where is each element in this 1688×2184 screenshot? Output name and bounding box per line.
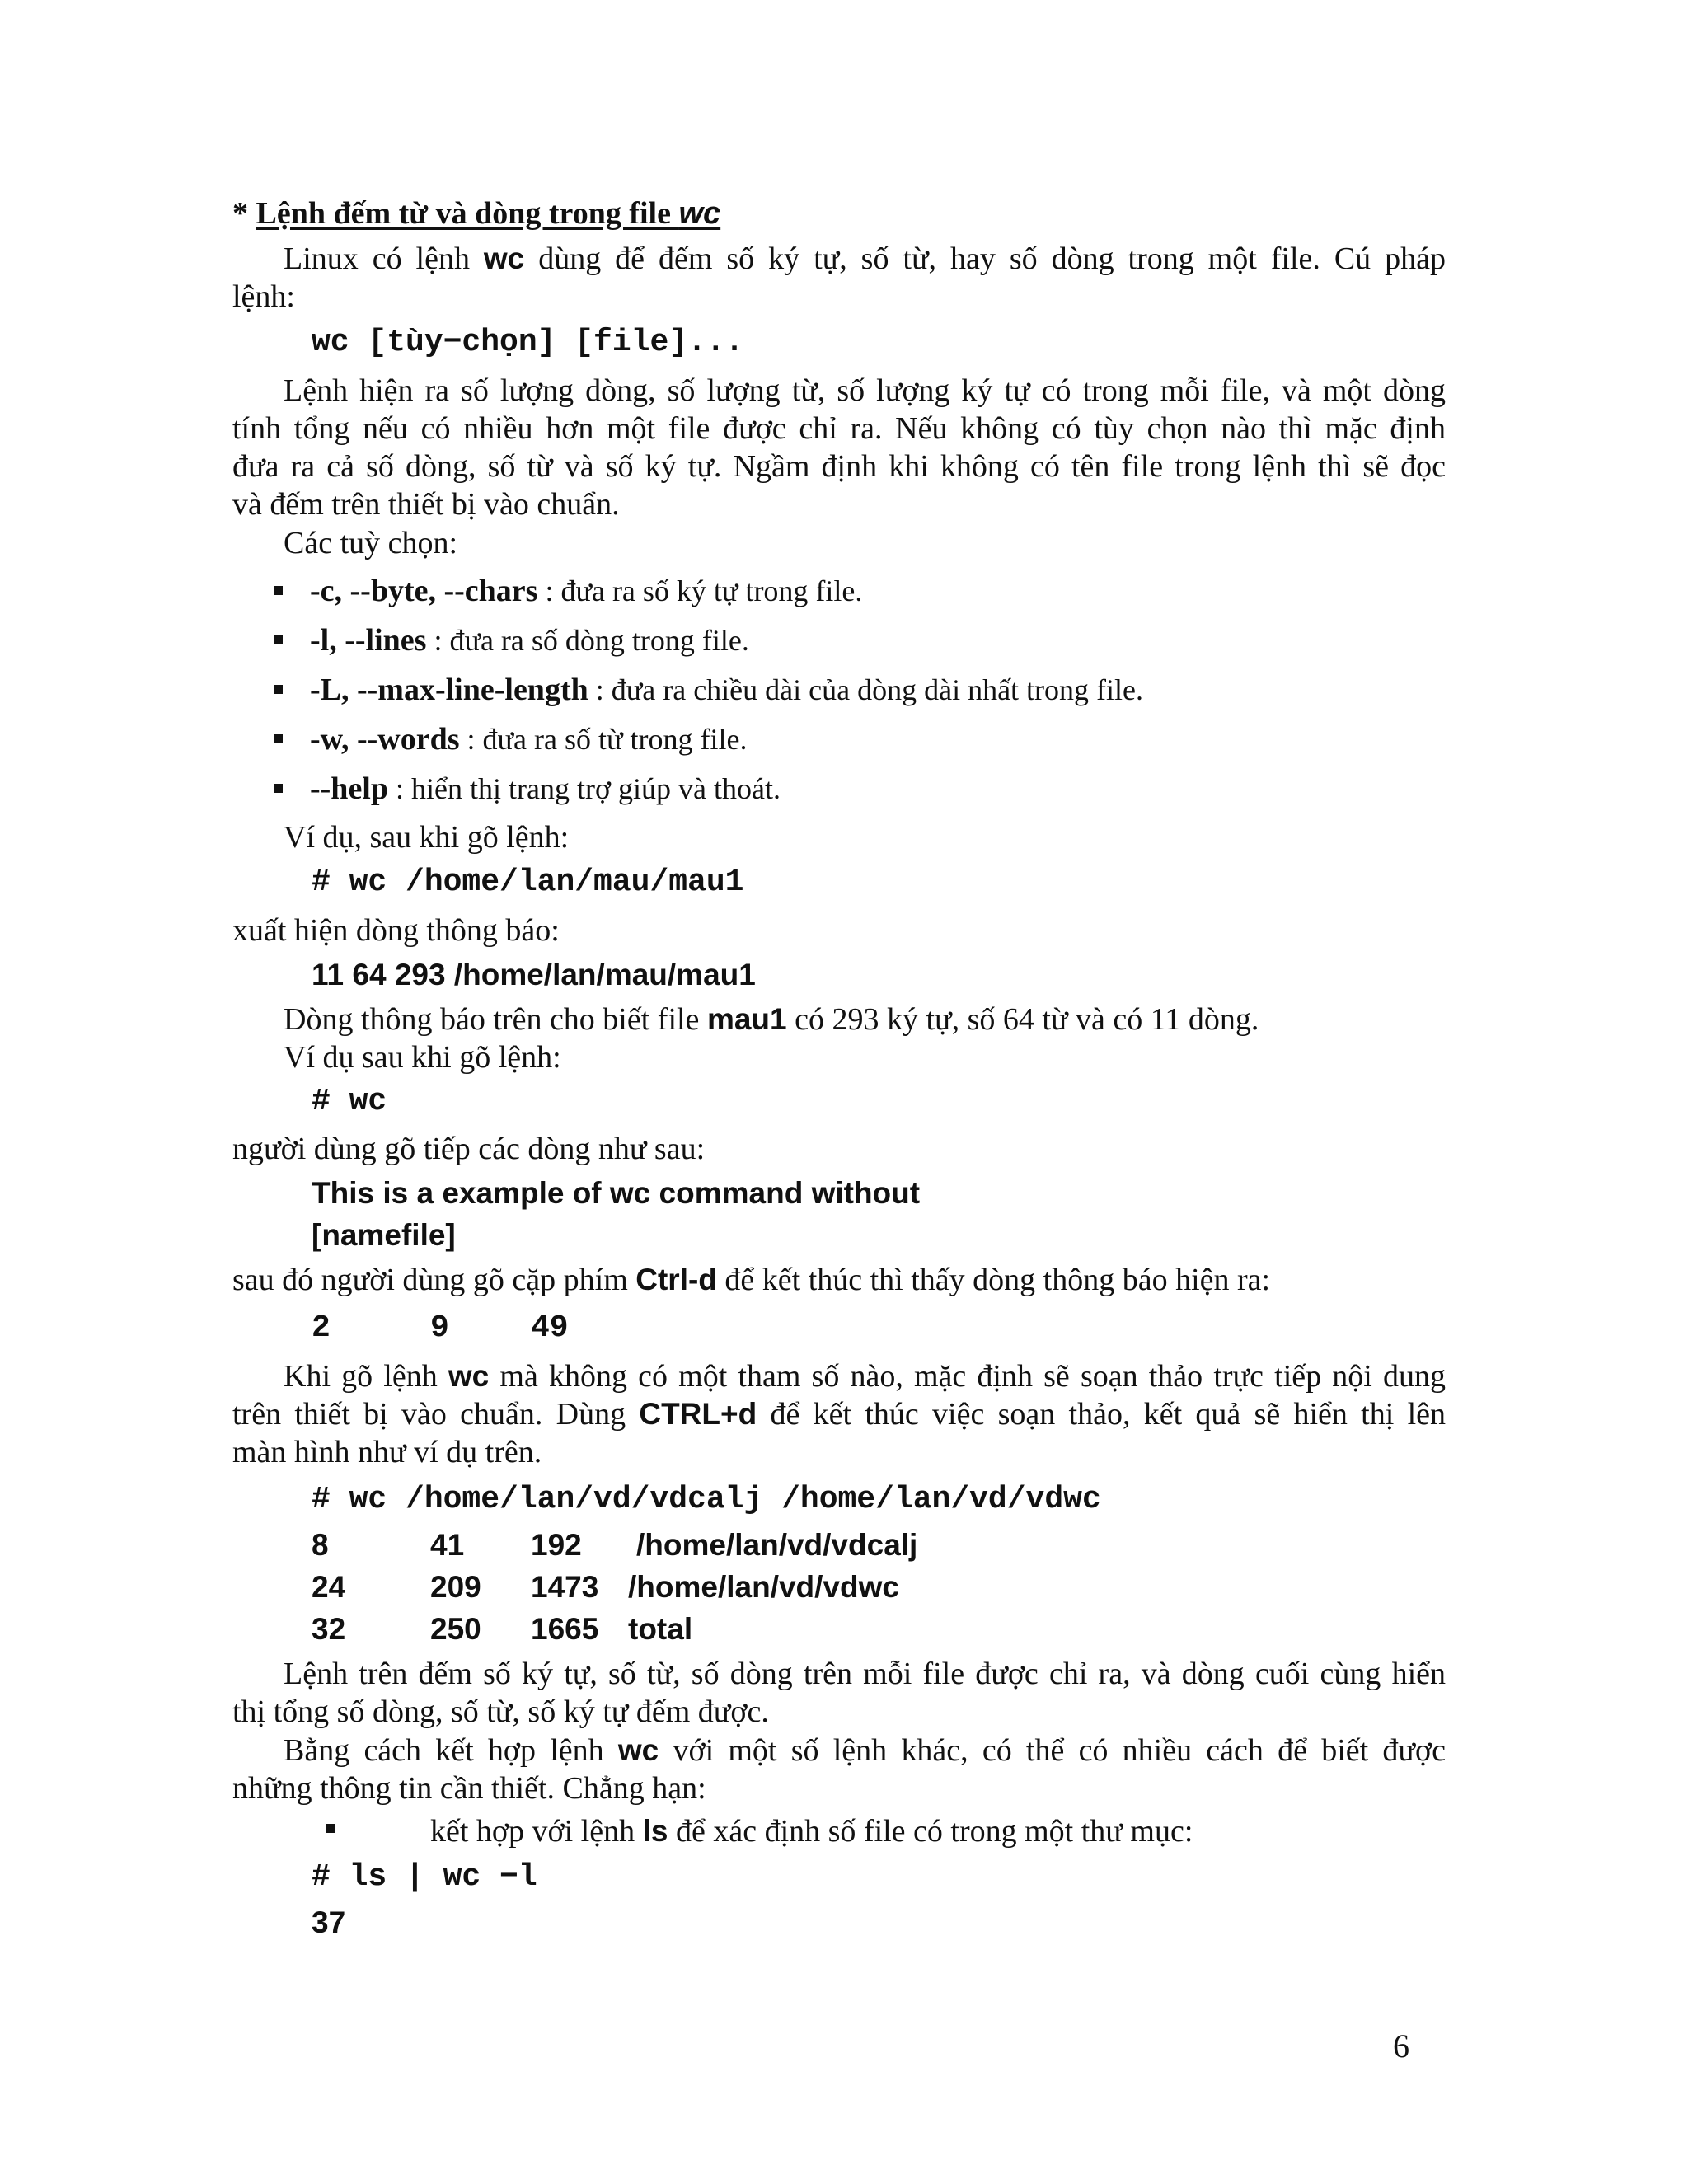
bullet-square-icon [274, 685, 283, 694]
para2-command: wc [448, 1359, 490, 1393]
bullet-square-icon [326, 1824, 335, 1833]
para4-command: wc [617, 1733, 659, 1767]
para1-line-1: Lệnh hiện ra số lượng dòng, số lượng từ, số lượng ký tự có trong mỗi file, và một dòng [284, 373, 1446, 408]
combo-command-line: # ls | wc −l [312, 1859, 537, 1895]
syntax-line: wc [tùy−chọn] [file]... [312, 325, 744, 360]
example2-command: # wc [312, 1084, 387, 1119]
para2-line-3: màn hình như ví dụ trên. [232, 1435, 542, 1469]
example2-output-3: 49 [531, 1310, 569, 1346]
intro-command: wc [483, 241, 525, 275]
options-label: Các tuỳ chọn: [284, 526, 458, 560]
para1-line-3: đưa ra cả số dòng, số từ và số ký tự. Ngầm định khi không có tên file trong lệnh thì sẽ đọc [232, 449, 1446, 484]
example2-typed-intro: người dùng gõ tiếp các dòng như sau: [232, 1132, 706, 1166]
option-flag: -w, --words [310, 722, 460, 757]
option-desc: : hiển thị trang trợ giúp và thoát. [388, 772, 781, 805]
para4-line-2: những thông tin cần thiết. Chẳng hạn: [232, 1771, 706, 1806]
bullet-square-icon [274, 635, 283, 644]
output-cell: /home/lan/vd/vdwc [628, 1570, 899, 1604]
heading-star: * [232, 196, 256, 231]
combo-text: kết hợp với lệnh [430, 1814, 643, 1849]
para2-text: Khi gõ lệnh [284, 1359, 448, 1394]
example3-command: # wc /home/lan/vd/vdcalj /home/lan/vd/vdwc [312, 1482, 1101, 1517]
combo-bullet-text [430, 1812, 1193, 1850]
bullet-square-icon [274, 734, 283, 743]
para2-line-1 [232, 1357, 1446, 1395]
after-text: sau đó người dùng gõ cặp phím [232, 1263, 636, 1297]
bullet-square-icon [274, 586, 283, 595]
output-cell: 41 [430, 1528, 465, 1562]
after-key: Ctrl-d [635, 1263, 717, 1296]
example2-typed-line-2: [namefile] [312, 1218, 456, 1252]
para2-key: CTRL+d [639, 1397, 757, 1431]
output-cell: 192 [531, 1528, 582, 1562]
intro-text-rest: dùng để đếm số ký tự, số từ, hay số dòng trong một file. Cú pháp [524, 241, 1446, 276]
option-flag: -c, --byte, --chars [310, 574, 538, 608]
combo-command: ls [642, 1814, 668, 1848]
para2-text: trên thiết bị vào chuẩn. Dùng [232, 1397, 640, 1432]
para2-line-2 [232, 1395, 1446, 1433]
option-item [310, 770, 781, 808]
intro-line-1 [232, 240, 1446, 278]
example2-output-2: 9 [430, 1310, 449, 1346]
option-item [310, 720, 748, 758]
para1-line-2: tính tổng nếu có nhiều hơn một file được chỉ ra. Nếu không có tùy chọn nào thì mặc định [232, 411, 1446, 446]
explain-text-rest: có 293 ký tự, số 64 từ và có 11 dòng. [786, 1002, 1259, 1037]
intro-text: Linux có lệnh [284, 241, 484, 276]
output-cell: 32 [312, 1612, 346, 1646]
option-flag: -L, --max-line-length [310, 673, 588, 707]
output-cell: /home/lan/vd/vdcalj [636, 1528, 918, 1562]
heading-text: Lệnh đếm từ và dòng trong file [256, 196, 679, 231]
output-cell: 8 [312, 1528, 329, 1562]
combo-result: 37 [312, 1905, 346, 1939]
page-number: 6 [1393, 2027, 1409, 2064]
combo-text-rest: để xác định số file có trong một thư mục: [668, 1814, 1193, 1849]
example1-explain [284, 1001, 1259, 1038]
example2-output-1: 2 [312, 1310, 331, 1346]
example1-intro: Ví dụ, sau khi gõ lệnh: [284, 820, 570, 855]
heading-command: wc [678, 196, 721, 231]
option-desc: : đưa ra số ký tự trong file. [537, 574, 863, 607]
para4-text-rest: với một số lệnh khác, có thể có nhiều cách để biết được [659, 1733, 1446, 1768]
example2-intro: Ví dụ sau khi gõ lệnh: [284, 1040, 561, 1075]
option-item [310, 572, 862, 610]
section-heading [232, 194, 720, 232]
output-cell: total [628, 1612, 693, 1646]
option-desc: : đưa ra số từ trong file. [459, 723, 748, 756]
example2-typed-line-1: This is a example of wc command without [312, 1176, 921, 1210]
para2-text-rest: mà không có một tham số nào, mặc định sẽ soạn thảo trực tiếp nội dung [489, 1359, 1446, 1394]
option-flag: -l, --lines [310, 623, 427, 658]
option-flag: --help [310, 771, 388, 806]
option-desc: : đưa ra chiều dài của dòng dài nhất trong file. [588, 673, 1144, 706]
option-item [310, 671, 1143, 709]
para4-line-1 [232, 1732, 1446, 1769]
after-text-rest: để kết thúc thì thấy dòng thông báo hiện ra: [716, 1263, 1271, 1297]
output-cell: 1473 [531, 1570, 599, 1604]
explain-filename: mau1 [706, 1002, 787, 1036]
output-cell: 209 [430, 1570, 481, 1604]
option-desc: : đưa ra số dòng trong file. [426, 624, 749, 657]
explain-text: Dòng thông báo trên cho biết file [284, 1002, 707, 1037]
para2-text-rest: để kết thúc việc soạn thảo, kết quả sẽ hiển thị lên [757, 1397, 1446, 1432]
para3-line-1: Lệnh trên đếm số ký tự, số từ, số dòng trên mỗi file được chỉ ra, và dòng cuối cùng hiển [284, 1657, 1446, 1691]
para4-text: Bằng cách kết hợp lệnh [284, 1733, 618, 1768]
intro-line-2: lệnh: [232, 279, 295, 314]
example2-after [232, 1261, 1270, 1299]
option-item [310, 621, 749, 659]
output-cell: 1665 [531, 1612, 599, 1646]
example1-result-intro: xuất hiện dòng thông báo: [232, 913, 560, 948]
output-cell: 250 [430, 1612, 481, 1646]
bullet-square-icon [274, 784, 283, 793]
para3-line-2: thị tổng số dòng, số từ, số ký tự đếm được. [232, 1694, 769, 1729]
example1-result: 11 64 293 /home/lan/mau/mau1 [312, 958, 756, 991]
example1-command: # wc /home/lan/mau/mau1 [312, 865, 744, 900]
para1-line-4: và đếm trên thiết bị vào chuẩn. [232, 487, 620, 522]
output-cell: 24 [312, 1570, 346, 1604]
